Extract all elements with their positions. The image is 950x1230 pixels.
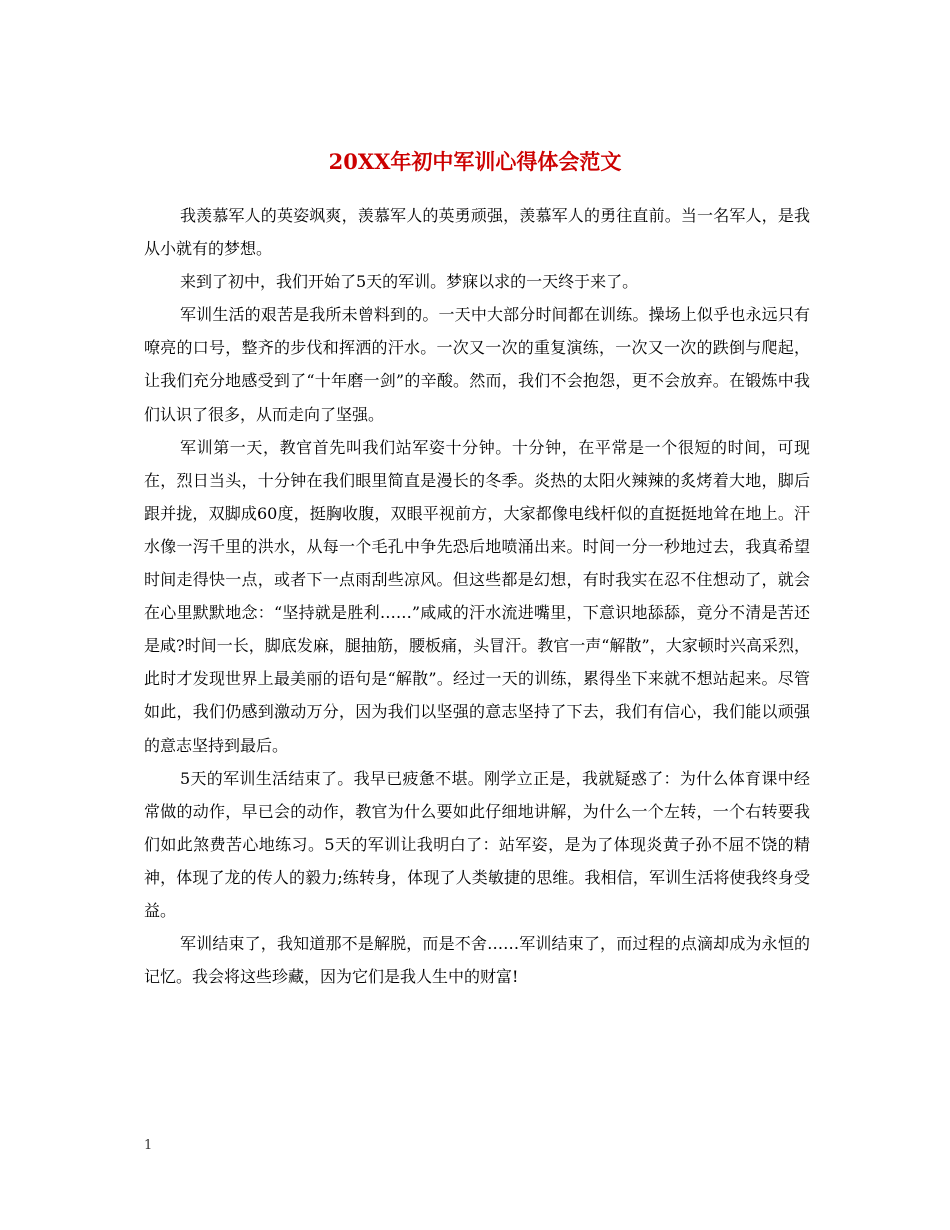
paragraph-hardship: 军训生活的艰苦是我所未曾料到的。一天中大部分时间都在训练。操场上似乎也永远只有嘹亮的口号，整齐的步伐和挥洒的汗水。一次又一次的重复演练，一次又一次的跌倒与爬起，让我们充分地感受到了“十年磨一剑”的辛酸。然而，我们不会抱怨，更不会放弃。在锻炼中我们认识了很多，从而走向了坚强。	[144, 305, 810, 424]
document-body	[144, 199, 810, 993]
page-number: 1	[144, 1138, 153, 1153]
paragraph-first-day: 军训第一天，教官首先叫我们站军姿十分钟。十分钟，在平常是一个很短的时间，可现在，烈日当头，十分钟在我们眼里简直是漫长的冬季。炎热的太阳火辣辣的炙烤着大地，脚后跟并拢，双脚成60度，挺胸收腹，双眼平视前方，大家都像电线杆似的直挺挺地耸在地上。汗水像一泻千里的洪水，从每一个毛孔中争先恐后地喷涌出来。时间一分一秒地过去，我真希望时间走得快一点，或者下一点雨刮些凉风。但这些都是幻想，有时我实在忍不住想动了，就会在心里默默地念：“坚持就是胜利……”咸咸的汗水流进嘴里，下意识地舔舔，竟分不清是苦还是咸?时间一长，脚底发麻，腿抽筋，腰板痛，头冒汗。教官一声“解散”，大家顿时兴高采烈，此时才发现世界上最美丽的语句是“解散”。经过一天的训练，累得坐下来就不想站起来。尽管如此，我们仍感到激动万分，因为我们以坚强的意志坚持了下去，我们有信心，我们能以顽强的意志坚持到最后。	[144, 437, 810, 755]
paragraph-training-start: 来到了初中，我们开始了5天的军训。梦寐以求的一天终于来了。	[180, 272, 639, 292]
paragraph-reflection: 5天的军训生活结束了。我早已疲惫不堪。刚学立正是，我就疑惑了：为什么体育课中经常做的动作，早已会的动作，教官为什么要如此仔细地讲解，为什么一个左转，一个右转要我们如此煞费苦心地练习。5天的军训让我明白了：站军姿，是为了体现炎黄子孙不屈不饶的精神，体现了龙的传人的毅力;练转身，体现了人类敏捷的思维。我相信，军训生活将使我终身受益。	[144, 768, 810, 920]
document-title: 20XX年初中军训心得体会范文	[328, 149, 622, 175]
paragraph-conclusion: 军训结束了，我知道那不是解脱，而是不舍……军训结束了，而过程的点滴却成为永恒的记忆。我会将这些珍藏，因为它们是我人生中的财富!	[144, 934, 810, 987]
paragraph-intro: 我羡慕军人的英姿飒爽，羡慕军人的英勇顽强，羡慕军人的勇往直前。当一名军人，是我从小就有的梦想。	[144, 206, 810, 259]
